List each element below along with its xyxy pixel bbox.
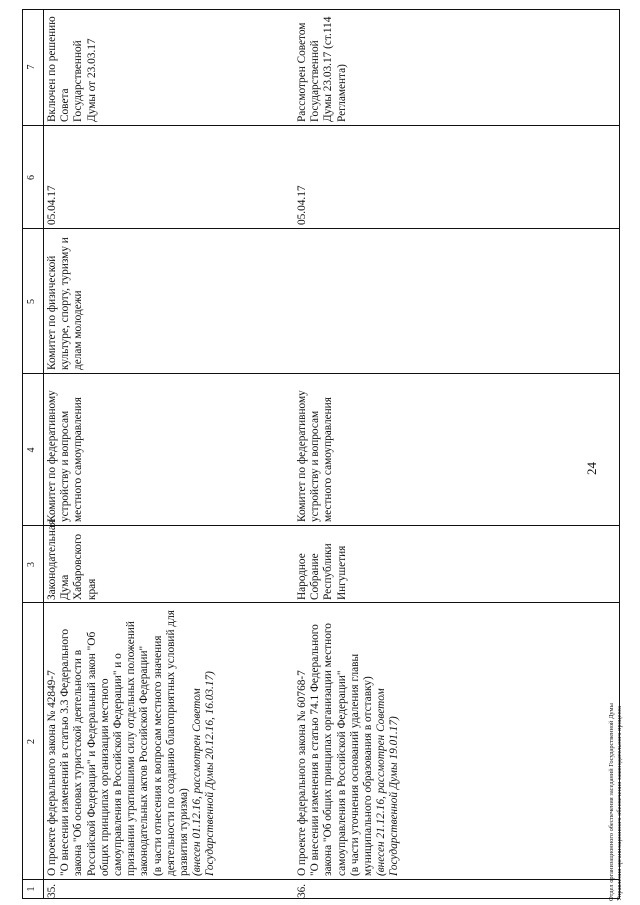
committee-cell: Комитет по физической культуре, спорту, туризму и делам молодежи xyxy=(46,237,85,370)
responsible-committee-cell: Комитет по федеративному устройству и вопросам местного самоуправления xyxy=(296,390,335,522)
column-number: 1 xyxy=(26,886,37,892)
initiator-cell: Народное Собрание Республики Ингушетия xyxy=(296,543,348,600)
footer-note xyxy=(608,703,624,901)
bill-body: "О внесении изменения в статью 74.1 Федерального закона "Об общих принципах организации местного самоуправления в Российской Федерации" xyxy=(309,623,348,876)
column-divider xyxy=(23,879,619,880)
column-number: 4 xyxy=(26,447,37,453)
initiator-cell: Законодательная Дума Хабаровского края xyxy=(46,519,98,600)
footer-line: Управления организационного обеспечения законодательного процесса xyxy=(616,706,623,901)
status-cell: Включен по решению Совета Государственной Думы от 23.03.17 xyxy=(46,16,98,122)
header-divider xyxy=(43,10,44,898)
date-cell: 05.04.17 xyxy=(46,185,58,225)
bill-history: (внесен 21.12.16, рассмотрен Советом Государственной Думы 19.01.17) xyxy=(375,688,401,876)
bill-title: О проекте федерального закона № 60768-7 xyxy=(296,670,308,876)
column-number: 3 xyxy=(26,562,37,567)
column-divider xyxy=(23,125,619,126)
table-row-number: 36. xyxy=(296,883,308,898)
bill-cell xyxy=(296,606,402,876)
page-number: 24 xyxy=(584,462,599,475)
column-divider xyxy=(23,602,619,603)
column-divider xyxy=(23,228,619,229)
table-row-number: 35. xyxy=(46,883,58,898)
bill-history: (внесен 01.12.16, рассмотрен Советом Государственной Думы 20.12.16, 16.03.17) xyxy=(191,671,217,876)
status-cell: Рассмотрен Советом Государственной Думы 23.03.17 (ст.114 Регламента) xyxy=(296,16,348,122)
footer-line: Отдел организационного обеспечения заседаний Государственной Думы xyxy=(608,703,615,901)
column-divider xyxy=(23,373,619,374)
bill-note: (в части уточнения оснований удаления главы муниципального образования в отставку) xyxy=(348,653,375,876)
bill-title: О проекте федерального закона № 42849-7 xyxy=(46,670,58,876)
column-divider xyxy=(23,525,619,526)
date-cell: 05.04.17 xyxy=(296,185,308,225)
column-number: 6 xyxy=(26,175,37,180)
bill-note: (в части отнесения к вопросам местного значения деятельности по созданию благоприятных условий для развития туризма) xyxy=(151,610,191,876)
agenda-table xyxy=(22,9,620,899)
column-number: 2 xyxy=(26,739,37,744)
bill-cell xyxy=(46,606,218,876)
responsible-committee-cell: Комитет по федеративному устройству и вопросам местного самоуправления xyxy=(46,390,85,522)
bill-body: "О внесении изменений в статью 3.3 Федерального закона "Об основах туристской деятельности в Российской Федерации" и Федеральный закон "Об общих принципах организации местного самоуправления в Российской Федерации" и о признании утратившими силу отдельных положений законодательных актов Российской Федерации" xyxy=(59,621,151,876)
column-number: 7 xyxy=(26,64,37,70)
column-number: 5 xyxy=(26,299,37,304)
